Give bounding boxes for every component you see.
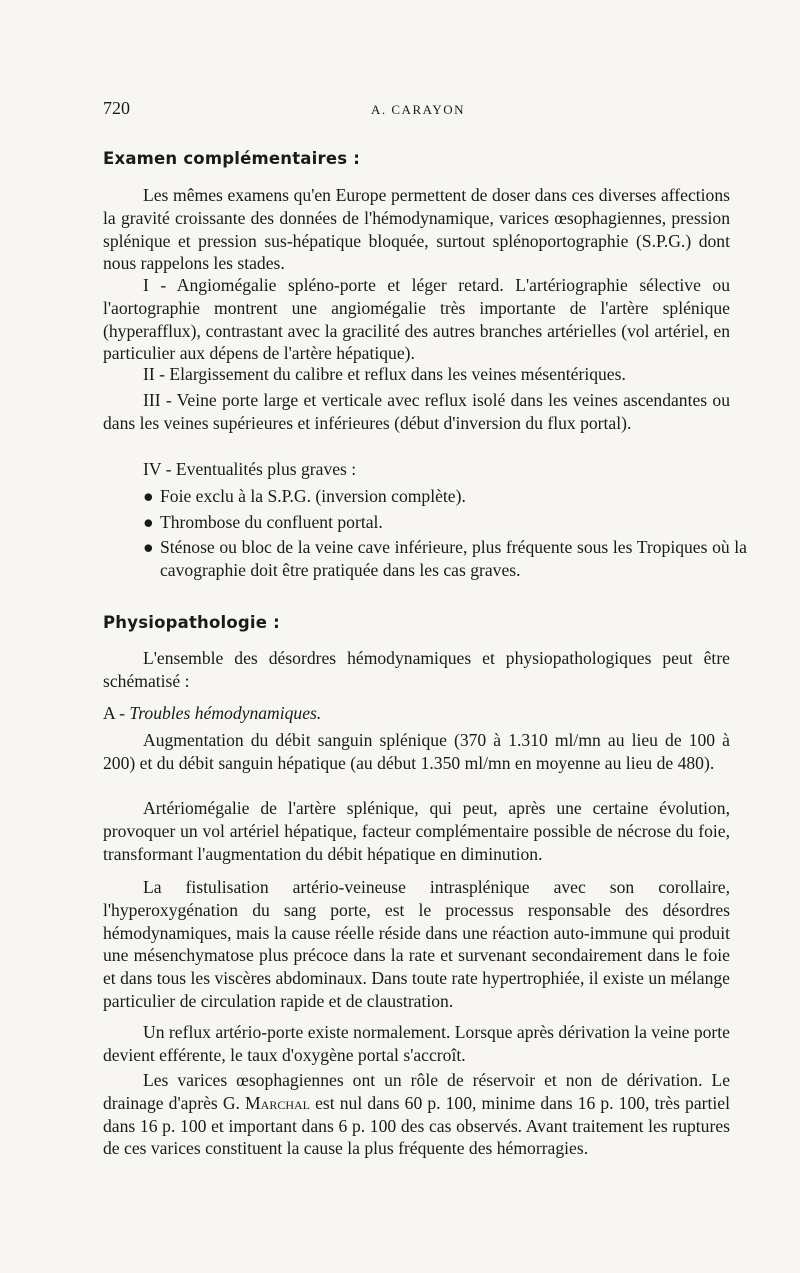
subsection-title: Troubles hémodynamiques. <box>129 703 322 723</box>
paragraph-stage-2: II - Elargissement du calibre et reflux dans les veines mésentériques. <box>143 364 626 384</box>
paragraph-arteriomegalie: Artériomégalie de l'artère splénique, qui peut, après une certaine évolution, provoquer un vol artériel hépatique, facteur complémentaire possible de nécrose du foie, transformant l'augmentation du débit hépatique en diminution. <box>103 798 730 864</box>
running-header <box>103 98 730 120</box>
page-number: 720 <box>103 98 130 118</box>
bullet-icon: ● <box>143 537 154 557</box>
paragraph-fistulisation: La fistulisation artério-veineuse intrasplénique avec son corollaire, l'hyperoxygénation du sang porte, est le processus responsable des désordres hémodynamiques, mais la cause réelle réside dans une réaction auto-immune qui produit une mésenchymatose plus précoce dans la rate et survenant secondairement dans le foie et dans tous les viscères abdominaux. Dans toute rate hypertrophiée, il existe un mélange particulier de circulation rapide et de claustration. <box>103 877 730 1011</box>
bullet-icon: ● <box>143 512 154 532</box>
bullet-icon: ● <box>143 486 154 506</box>
paragraph-varices <box>103 1069 730 1160</box>
subsection-heading <box>103 703 321 724</box>
paragraph-stage-3: III - Veine porte large et verticale avec reflux isolé dans les veines ascendantes ou dans les veines supérieures et inférieures (début d'inversion du flux portal). <box>103 390 730 433</box>
paragraph-debit: Augmentation du débit sanguin splénique (370 à 1.310 ml/mn au lieu de 100 à 200) et du débit sanguin hépatique (au début 1.350 ml/mn en moyenne au lieu de 480). <box>103 730 730 773</box>
author-name: A. CARAYON <box>371 102 465 117</box>
section-title-examens: Examen complémentaires : <box>103 149 360 168</box>
subsection-prefix: A - <box>103 703 130 723</box>
author-reference: Marchal <box>245 1092 311 1113</box>
varices-text-b: est nul dans 60 p. 100, minime dans 16 p. 100, très partiel dans 16 p. 100 et important dans 6 p. 100 des cas observés. Avant traitement les ruptures de ces varices constituent la cause la plus fréquente des hémorragies. <box>103 1092 730 1159</box>
list-item-text: Foie exclu à la S.P.G. (inversion complète). <box>160 486 466 506</box>
list-item <box>143 485 747 508</box>
paragraph-stage-4: IV - Eventualités plus graves : <box>143 459 357 479</box>
paragraph-reflux: Un reflux artério-porte existe normalement. Lorsque après dérivation la veine porte devient efférente, le taux d'oxygène portal s'accroît. <box>103 1022 730 1065</box>
paragraph-physio-intro: L'ensemble des désordres hémodynamiques et physiopathologiques peut être schématisé : <box>103 648 730 691</box>
paragraph-stage-1: I - Angiomégalie spléno-porte et léger retard. L'artériographie sélective ou l'aortographie montrent une angiomégalie très importante de l'artère splénique (hyperafflux), contrastant avec la gracilité des autres branches artérielles (vol artériel, en particulier aux dépens de l'artère hépatique). <box>103 275 730 364</box>
list-item <box>143 511 747 534</box>
list-item-text: Thrombose du confluent portal. <box>160 512 383 532</box>
list-item <box>143 536 747 582</box>
list-item-text: Sténose ou bloc de la veine cave inférieure, plus fréquente sous les Tropiques où la cavographie doit être pratiquée dans les cas graves. <box>160 537 747 580</box>
paragraph-intro: Les mêmes examens qu'en Europe permettent de doser dans ces diverses affections la gravité croissante des données de l'hémodynamique, varices œsophagiennes, pression splénique et pression sus-hépatique bloquée, surtout splénoportographie (S.P.G.) dont nous rappelons les stades. <box>103 185 730 274</box>
varices-text-a: Les varices œsophagiennes ont un rôle de réservoir et non de dérivation. Le drainage d'après G. <box>103 1070 730 1113</box>
section-title-physiopathologie: Physiopathologie : <box>103 613 280 632</box>
